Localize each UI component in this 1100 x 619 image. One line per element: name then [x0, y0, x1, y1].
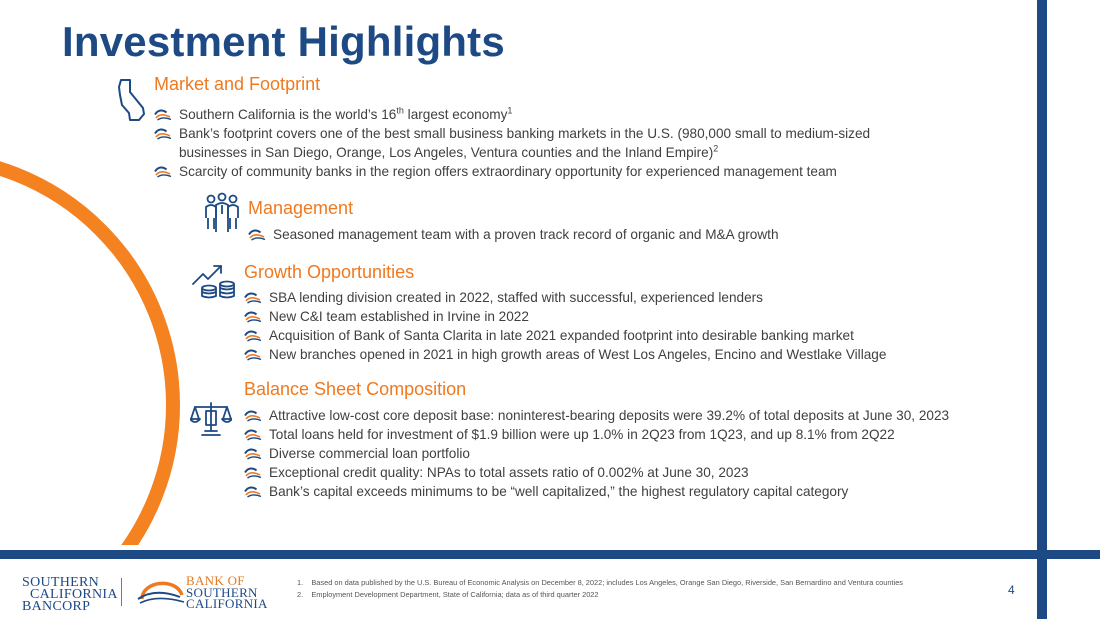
list-item: Exceptional credit quality: NPAs to total assets ratio of 0.002% at June 30, 2023	[244, 463, 949, 482]
footnote-ref: 2	[713, 143, 719, 154]
logo-divider	[121, 578, 122, 606]
section-heading-growth: Growth Opportunities	[244, 262, 415, 282]
right-accent-bar	[1037, 0, 1047, 619]
list-item: New branches opened in 2021 in high growth areas of West Los Angeles, Encino and Westlake Village	[244, 345, 886, 364]
section-heading-balance: Balance Sheet Composition	[244, 379, 467, 399]
list-item: SBA lending division created in 2022, staffed with successful, experienced lenders	[244, 288, 886, 307]
balance-bullet-list	[244, 406, 949, 501]
team-icon	[203, 192, 241, 236]
wave-bullet-icon	[244, 447, 262, 460]
footnote-2: 2. Employment Development Department, State of California; data as of third quarter 2022	[297, 589, 599, 599]
bottom-accent-bar	[0, 550, 1100, 559]
bank-logo-mark-icon	[136, 573, 188, 607]
footnote-ref: 1	[507, 105, 513, 116]
bank-of-southern-california-logo: BANK OF SOUTHERN CALIFORNIA	[186, 573, 268, 611]
management-bullet-list	[248, 225, 779, 244]
list-item: Attractive low-cost core deposit base: noninterest-bearing deposits were 39.2% of total deposits at June 30, 2023	[244, 406, 949, 425]
page-number: 4	[1008, 583, 1015, 597]
wave-bullet-icon	[244, 428, 262, 441]
list-item: Seasoned management team with a proven track record of organic and M&A growth	[248, 225, 779, 244]
list-item: Acquisition of Bank of Santa Clarita in late 2021 expanded footprint into desirable banking market	[244, 326, 886, 345]
wave-bullet-icon	[154, 165, 172, 178]
balance-scale-icon	[190, 401, 232, 437]
wave-bullet-icon	[244, 291, 262, 304]
list-item: Total loans held for investment of $1.9 billion were up 1.0% in 2Q23 from 1Q23, and up 8.1% from 2Q22	[244, 425, 949, 444]
list-item: Bank’s capital exceeds minimums to be “well capitalized,” the highest regulatory capital category	[244, 482, 949, 501]
growth-bullet-list	[244, 288, 886, 364]
wave-bullet-icon	[248, 228, 266, 241]
orange-arc-decoration	[0, 150, 180, 619]
wave-bullet-icon	[244, 348, 262, 361]
wave-bullet-icon	[244, 409, 262, 422]
wave-bullet-icon	[244, 310, 262, 323]
section-heading-management: Management	[248, 198, 354, 218]
growth-coins-icon	[191, 262, 237, 300]
market-bullet-list	[154, 105, 870, 181]
list-item: Diverse commercial loan portfolio	[244, 444, 949, 463]
wave-bullet-icon	[244, 329, 262, 342]
page-title: Investment Highlights	[62, 18, 505, 65]
section-heading-market: Market and Footprint	[154, 74, 321, 94]
california-map-icon	[116, 78, 150, 124]
wave-bullet-icon	[244, 485, 262, 498]
wave-bullet-icon	[154, 108, 172, 121]
wave-bullet-icon	[244, 466, 262, 479]
list-item: Bank’s footprint covers one of the best small business banking markets in the U.S. (980,000 small to medium-sized businesses in San Diego, Orange, Los Angeles, Ventura counties and the Inland Empire)$^2$	[154, 124, 870, 162]
list-item: New C&I team established in Irvine in 2022	[244, 307, 886, 326]
wave-bullet-icon	[154, 127, 172, 140]
list-item: Southern California is the world’s 16th largest economy$^1$	[154, 105, 870, 124]
southern-california-bancorp-logo: SOUTHERN CALIFORNIA BANCORP	[22, 575, 118, 614]
list-item: Scarcity of community banks in the region offers extraordinary opportunity for experienced management team	[154, 162, 870, 181]
footnote-1: 1. Based on data published by the U.S. Bureau of Economic Analysis on December 8, 2022; includes Los Angeles, Orange San Diego, Riverside, San Bernardino and Ventura counties	[297, 578, 903, 587]
footnotes	[297, 577, 903, 600]
